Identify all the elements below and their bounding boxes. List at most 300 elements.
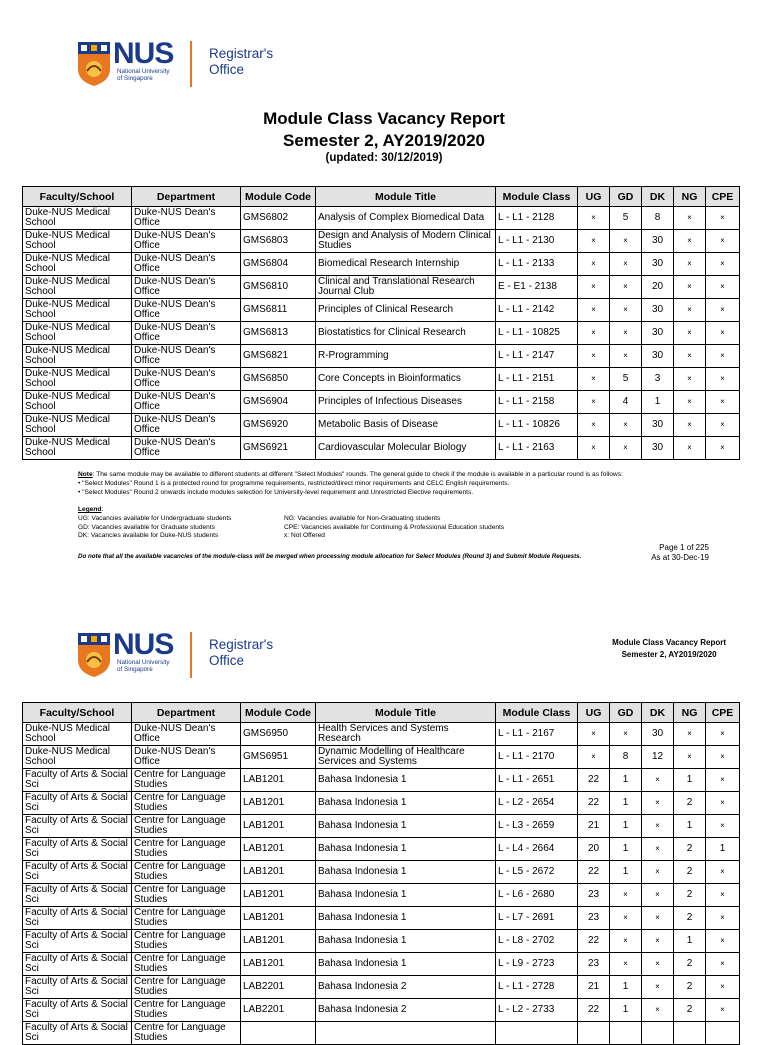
- cell-cpe: ×: [706, 999, 740, 1022]
- cell-gd: ×: [610, 299, 642, 322]
- cell-ug: ×: [578, 230, 610, 253]
- page-number: Page 1 of 225: [659, 543, 709, 552]
- cell-ug: 22: [578, 792, 610, 815]
- column-header-ng: NG: [674, 187, 706, 207]
- cell-module-class: L - L1 - 2163: [496, 437, 578, 460]
- cell-module-title: Bahasa Indonesia 1: [316, 907, 496, 930]
- cell-ug: 23: [578, 953, 610, 976]
- page-2-header: [612, 637, 726, 661]
- cell-gd: ×: [610, 322, 642, 345]
- note-line-2: • "Select Modules" Round 1 is a protected round for programme requirements, restricted/direct minor requirements and CELC English requirements.: [78, 479, 510, 487]
- cell-module-title: Bahasa Indonesia 1: [316, 815, 496, 838]
- cell-cpe: ×: [706, 815, 740, 838]
- cell-faculty: Duke-NUS Medical School: [23, 230, 132, 253]
- cell-ng: ×: [674, 253, 706, 276]
- cell-module-class: L - L1 - 2728: [496, 976, 578, 999]
- cell-dk: ×: [642, 930, 674, 953]
- cell-dk: ×: [642, 907, 674, 930]
- cell-cpe: [706, 1022, 740, 1045]
- column-header-department: Department: [132, 187, 241, 207]
- column-header-gd: GD: [610, 187, 642, 207]
- cell-ug: 21: [578, 976, 610, 999]
- cell-cpe: ×: [706, 930, 740, 953]
- column-header-cpe: CPE: [706, 187, 740, 207]
- cell-cpe: ×: [706, 345, 740, 368]
- cell-dk: ×: [642, 884, 674, 907]
- cell-ng: 2: [674, 884, 706, 907]
- nus-full-name: National University of Singapore: [117, 68, 170, 82]
- cell-gd: ×: [610, 253, 642, 276]
- cell-module-code: LAB1201: [241, 930, 316, 953]
- cell-module-class: L - L5 - 2672: [496, 861, 578, 884]
- column-header-dk: DK: [642, 187, 674, 207]
- page-footer: [651, 543, 709, 563]
- cell-module-code: LAB1201: [241, 884, 316, 907]
- cell-faculty: Faculty of Arts & Social Sci: [23, 930, 132, 953]
- legend-dk: DK: Vacancies available for Duke-NUS students: [78, 532, 219, 539]
- column-header-ng: NG: [674, 703, 706, 723]
- cell-module-title: Biomedical Research Internship: [316, 253, 496, 276]
- cell-ug: 22: [578, 861, 610, 884]
- cell-module-class: L - L9 - 2723: [496, 953, 578, 976]
- cell-module-title: Metabolic Basis of Disease: [316, 414, 496, 437]
- cell-faculty: Faculty of Arts & Social Sci: [23, 953, 132, 976]
- cell-module-title: Bahasa Indonesia 1: [316, 838, 496, 861]
- cell-gd: 1: [610, 976, 642, 999]
- cell-module-code: GMS6810: [241, 276, 316, 299]
- cell-ug: ×: [578, 322, 610, 345]
- cell-department: Duke-NUS Dean's Office: [132, 368, 241, 391]
- cell-faculty: Faculty of Arts & Social Sci: [23, 976, 132, 999]
- cell-cpe: ×: [706, 723, 740, 746]
- cell-module-code: GMS6920: [241, 414, 316, 437]
- cell-module-code: GMS6904: [241, 391, 316, 414]
- cell-faculty: Duke-NUS Medical School: [23, 368, 132, 391]
- cell-module-title: Bahasa Indonesia 1: [316, 861, 496, 884]
- cell-dk: 30: [642, 345, 674, 368]
- cell-faculty: Faculty of Arts & Social Sci: [23, 815, 132, 838]
- table-row: [23, 322, 740, 345]
- cell-module-title: Core Concepts in Bioinformatics: [316, 368, 496, 391]
- cell-module-title: Cardiovascular Molecular Biology: [316, 437, 496, 460]
- column-header-module-code: Module Code: [241, 703, 316, 723]
- page-2-title: Module Class Vacancy Report: [612, 638, 726, 647]
- cell-department: Centre for Language Studies: [132, 976, 241, 999]
- cell-ng: ×: [674, 723, 706, 746]
- cell-module-class: L - L1 - 2151: [496, 368, 578, 391]
- cell-ug: 20: [578, 838, 610, 861]
- cell-cpe: ×: [706, 299, 740, 322]
- cell-module-title: Clinical and Translational Research Journal Club: [316, 276, 496, 299]
- cell-ug: ×: [578, 276, 610, 299]
- cell-dk: ×: [642, 953, 674, 976]
- logo-divider: [190, 41, 192, 87]
- cell-module-code: LAB1201: [241, 769, 316, 792]
- registrar-office-label: Registrar's Office: [209, 637, 274, 668]
- cell-module-class: L - L6 - 2680: [496, 884, 578, 907]
- cell-module-title: Principles of Clinical Research: [316, 299, 496, 322]
- table-row: [23, 815, 740, 838]
- page-2-semester: Semester 2, AY2019/2020: [621, 650, 717, 659]
- cell-ng: 2: [674, 953, 706, 976]
- as-at-date: As at 30-Dec-19: [651, 553, 709, 562]
- nus-wordmark: NUS: [113, 628, 174, 661]
- cell-ng: ×: [674, 391, 706, 414]
- cell-faculty: Duke-NUS Medical School: [23, 345, 132, 368]
- column-header-dk: DK: [642, 703, 674, 723]
- cell-cpe: ×: [706, 884, 740, 907]
- cell-module-title: Analysis of Complex Biomedical Data: [316, 207, 496, 230]
- cell-module-class: L - L1 - 2651: [496, 769, 578, 792]
- cell-ug: 22: [578, 930, 610, 953]
- cell-cpe: ×: [706, 907, 740, 930]
- cell-module-title: Dynamic Modelling of Healthcare Services and Systems: [316, 746, 496, 769]
- cell-department: Centre for Language Studies: [132, 953, 241, 976]
- legend-cpe: CPE: Vacancies available for Continuing & Professional Education students: [284, 523, 505, 531]
- cell-module-code: GMS6950: [241, 723, 316, 746]
- cell-cpe: ×: [706, 976, 740, 999]
- legend-x: x: Not Offered: [284, 532, 325, 539]
- column-header-cpe: CPE: [706, 703, 740, 723]
- table-row: [23, 792, 740, 815]
- cell-faculty: Faculty of Arts & Social Sci: [23, 838, 132, 861]
- cell-gd: ×: [610, 884, 642, 907]
- cell-dk: 30: [642, 322, 674, 345]
- cell-department: Duke-NUS Dean's Office: [132, 276, 241, 299]
- cell-module-title: [316, 1022, 496, 1045]
- column-header-module-code: Module Code: [241, 187, 316, 207]
- cell-module-title: Bahasa Indonesia 1: [316, 884, 496, 907]
- cell-dk: ×: [642, 861, 674, 884]
- cell-module-code: LAB2201: [241, 976, 316, 999]
- cell-cpe: ×: [706, 861, 740, 884]
- cell-module-code: GMS6803: [241, 230, 316, 253]
- cell-faculty: Faculty of Arts & Social Sci: [23, 1022, 132, 1045]
- cell-ng: 1: [674, 769, 706, 792]
- cell-gd: ×: [610, 230, 642, 253]
- nus-logo-page-2: [77, 630, 282, 682]
- cell-faculty: Faculty of Arts & Social Sci: [23, 769, 132, 792]
- cell-ug: 21: [578, 815, 610, 838]
- table-row: [23, 746, 740, 769]
- table-row: [23, 907, 740, 930]
- legend-ug: UG: Vacancies available for Undergraduate students: [78, 515, 232, 522]
- legend-left: [78, 515, 231, 541]
- cell-gd: ×: [610, 930, 642, 953]
- table-row: [23, 976, 740, 999]
- nus-wordmark: NUS: [113, 37, 174, 70]
- cell-department: Centre for Language Studies: [132, 861, 241, 884]
- cell-gd: 1: [610, 999, 642, 1022]
- table-row: [23, 230, 740, 253]
- cell-dk: ×: [642, 792, 674, 815]
- cell-gd: 1: [610, 769, 642, 792]
- cell-cpe: ×: [706, 368, 740, 391]
- cell-cpe: ×: [706, 230, 740, 253]
- nus-crest-icon: [77, 632, 111, 678]
- cell-module-class: L - L1 - 2170: [496, 746, 578, 769]
- cell-gd: ×: [610, 723, 642, 746]
- cell-department: Centre for Language Studies: [132, 838, 241, 861]
- column-header-module-title: Module Title: [316, 703, 496, 723]
- cell-department: Centre for Language Studies: [132, 884, 241, 907]
- cell-ng: 1: [674, 930, 706, 953]
- cell-gd: 1: [610, 838, 642, 861]
- table-row: [23, 368, 740, 391]
- cell-module-title: Bahasa Indonesia 1: [316, 769, 496, 792]
- column-header-gd: GD: [610, 703, 642, 723]
- cell-department: Duke-NUS Dean's Office: [132, 437, 241, 460]
- cell-cpe: ×: [706, 769, 740, 792]
- cell-faculty: Faculty of Arts & Social Sci: [23, 999, 132, 1022]
- cell-faculty: Duke-NUS Medical School: [23, 207, 132, 230]
- column-header-module-title: Module Title: [316, 187, 496, 207]
- cell-ug: ×: [578, 414, 610, 437]
- cell-module-title: Health Services and Systems Research: [316, 723, 496, 746]
- cell-ug: [578, 1022, 610, 1045]
- cell-faculty: Duke-NUS Medical School: [23, 746, 132, 769]
- cell-module-class: L - L1 - 2158: [496, 391, 578, 414]
- registrar-office-label: Registrar's Office: [209, 46, 274, 77]
- table-row: [23, 391, 740, 414]
- cell-module-code: GMS6850: [241, 368, 316, 391]
- cell-module-class: L - L1 - 2147: [496, 345, 578, 368]
- cell-ng: 2: [674, 861, 706, 884]
- cell-ug: 23: [578, 907, 610, 930]
- report-updated: (updated: 30/12/2019): [325, 152, 443, 164]
- cell-module-code: GMS6802: [241, 207, 316, 230]
- cell-department: Duke-NUS Dean's Office: [132, 253, 241, 276]
- cell-module-class: [496, 1022, 578, 1045]
- cell-ug: 22: [578, 999, 610, 1022]
- table-row: [23, 253, 740, 276]
- cell-gd: [610, 1022, 642, 1045]
- cell-ug: ×: [578, 723, 610, 746]
- cell-faculty: Duke-NUS Medical School: [23, 391, 132, 414]
- legend-label: Legend:: [78, 506, 104, 513]
- cell-faculty: Duke-NUS Medical School: [23, 322, 132, 345]
- cell-module-code: LAB2201: [241, 999, 316, 1022]
- cell-ng: ×: [674, 276, 706, 299]
- cell-module-class: L - L8 - 2702: [496, 930, 578, 953]
- cell-ug: ×: [578, 207, 610, 230]
- cell-module-code: GMS6813: [241, 322, 316, 345]
- cell-dk: 30: [642, 230, 674, 253]
- cell-module-title: Bahasa Indonesia 1: [316, 792, 496, 815]
- column-header-ug: UG: [578, 703, 610, 723]
- table-row: [23, 207, 740, 230]
- cell-gd: 4: [610, 391, 642, 414]
- cell-ng: 2: [674, 792, 706, 815]
- cell-module-class: L - L2 - 2654: [496, 792, 578, 815]
- cell-module-class: L - L1 - 2142: [496, 299, 578, 322]
- cell-department: Duke-NUS Dean's Office: [132, 391, 241, 414]
- cell-cpe: ×: [706, 253, 740, 276]
- table-row: [23, 1022, 740, 1045]
- cell-department: Duke-NUS Dean's Office: [132, 746, 241, 769]
- cell-module-code: [241, 1022, 316, 1045]
- legend-ng: NG: Vacancies available for Non-Graduating students: [284, 515, 441, 522]
- cell-ug: ×: [578, 368, 610, 391]
- cell-gd: 5: [610, 207, 642, 230]
- cell-department: Centre for Language Studies: [132, 1022, 241, 1045]
- cell-module-code: GMS6921: [241, 437, 316, 460]
- cell-department: Duke-NUS Dean's Office: [132, 723, 241, 746]
- column-header-module-class: Module Class: [496, 187, 578, 207]
- cell-cpe: ×: [706, 953, 740, 976]
- cell-ug: ×: [578, 253, 610, 276]
- note-block: [78, 471, 738, 497]
- cell-cpe: ×: [706, 207, 740, 230]
- cell-cpe: ×: [706, 746, 740, 769]
- cell-ug: ×: [578, 746, 610, 769]
- cell-module-title: Bahasa Indonesia 1: [316, 930, 496, 953]
- cell-module-class: L - L1 - 2128: [496, 207, 578, 230]
- cell-dk: ×: [642, 815, 674, 838]
- cell-ng: [674, 1022, 706, 1045]
- column-header-faculty: Faculty/School: [23, 703, 132, 723]
- cell-department: Centre for Language Studies: [132, 907, 241, 930]
- cell-dk: ×: [642, 769, 674, 792]
- cell-module-code: GMS6804: [241, 253, 316, 276]
- nus-logo: [77, 39, 282, 91]
- table-row: [23, 861, 740, 884]
- cell-cpe: ×: [706, 414, 740, 437]
- cell-dk: 12: [642, 746, 674, 769]
- cell-module-title: Bahasa Indonesia 2: [316, 999, 496, 1022]
- cell-department: Duke-NUS Dean's Office: [132, 345, 241, 368]
- cell-gd: 1: [610, 861, 642, 884]
- cell-department: Centre for Language Studies: [132, 792, 241, 815]
- table-row: [23, 276, 740, 299]
- cell-cpe: 1: [706, 838, 740, 861]
- cell-cpe: ×: [706, 322, 740, 345]
- cell-module-title: Bahasa Indonesia 2: [316, 976, 496, 999]
- cell-department: Duke-NUS Dean's Office: [132, 207, 241, 230]
- cell-ug: ×: [578, 391, 610, 414]
- cell-department: Duke-NUS Dean's Office: [132, 230, 241, 253]
- cell-ng: ×: [674, 368, 706, 391]
- cell-dk: ×: [642, 999, 674, 1022]
- cell-gd: 1: [610, 815, 642, 838]
- column-header-module-class: Module Class: [496, 703, 578, 723]
- cell-module-class: L - L1 - 10825: [496, 322, 578, 345]
- cell-ug: ×: [578, 437, 610, 460]
- cell-module-code: GMS6821: [241, 345, 316, 368]
- cell-module-title: Design and Analysis of Modern Clinical Studies: [316, 230, 496, 253]
- column-header-ug: UG: [578, 187, 610, 207]
- column-header-faculty: Faculty/School: [23, 187, 132, 207]
- cell-dk: [642, 1022, 674, 1045]
- cell-module-code: LAB1201: [241, 792, 316, 815]
- cell-module-class: L - L1 - 2130: [496, 230, 578, 253]
- note-label: Note: [78, 471, 93, 478]
- cell-ug: ×: [578, 299, 610, 322]
- table-row: [23, 345, 740, 368]
- cell-ng: ×: [674, 299, 706, 322]
- cell-faculty: Faculty of Arts & Social Sci: [23, 884, 132, 907]
- cell-ng: 1: [674, 815, 706, 838]
- cell-department: Centre for Language Studies: [132, 999, 241, 1022]
- table-row: [23, 953, 740, 976]
- cell-ng: 2: [674, 907, 706, 930]
- cell-module-code: LAB1201: [241, 838, 316, 861]
- cell-faculty: Duke-NUS Medical School: [23, 723, 132, 746]
- table-row: [23, 838, 740, 861]
- cell-ng: ×: [674, 207, 706, 230]
- table-row: [23, 723, 740, 746]
- cell-module-code: LAB1201: [241, 861, 316, 884]
- column-header-department: Department: [132, 703, 241, 723]
- cell-dk: 30: [642, 437, 674, 460]
- cell-dk: 30: [642, 253, 674, 276]
- cell-dk: 8: [642, 207, 674, 230]
- cell-dk: 30: [642, 299, 674, 322]
- cell-module-code: GMS6951: [241, 746, 316, 769]
- cell-cpe: ×: [706, 437, 740, 460]
- cell-department: Duke-NUS Dean's Office: [132, 299, 241, 322]
- cell-module-class: L - L4 - 2664: [496, 838, 578, 861]
- cell-module-title: Bahasa Indonesia 1: [316, 953, 496, 976]
- table-row: [23, 930, 740, 953]
- cell-module-class: L - L1 - 2167: [496, 723, 578, 746]
- table-row: [23, 414, 740, 437]
- cell-module-title: R-Programming: [316, 345, 496, 368]
- cell-gd: ×: [610, 437, 642, 460]
- cell-cpe: ×: [706, 276, 740, 299]
- vacancy-table-page-1: [22, 186, 740, 460]
- cell-dk: ×: [642, 838, 674, 861]
- cell-dk: 1: [642, 391, 674, 414]
- cell-ug: 23: [578, 884, 610, 907]
- nus-crest-icon: [77, 41, 111, 87]
- table-row: [23, 999, 740, 1022]
- cell-module-code: LAB1201: [241, 953, 316, 976]
- cell-module-class: L - L2 - 2733: [496, 999, 578, 1022]
- cell-gd: ×: [610, 953, 642, 976]
- cell-faculty: Duke-NUS Medical School: [23, 414, 132, 437]
- cell-department: Duke-NUS Dean's Office: [132, 322, 241, 345]
- cell-module-code: LAB1201: [241, 815, 316, 838]
- cell-gd: ×: [610, 276, 642, 299]
- cell-ng: ×: [674, 414, 706, 437]
- cell-ng: 2: [674, 999, 706, 1022]
- table-header-row: [23, 703, 740, 723]
- cell-department: Duke-NUS Dean's Office: [132, 414, 241, 437]
- cell-module-class: L - L1 - 10826: [496, 414, 578, 437]
- cell-faculty: Duke-NUS Medical School: [23, 276, 132, 299]
- cell-dk: 30: [642, 723, 674, 746]
- cell-dk: 20: [642, 276, 674, 299]
- cell-dk: 3: [642, 368, 674, 391]
- cell-gd: ×: [610, 414, 642, 437]
- cell-module-class: L - L1 - 2133: [496, 253, 578, 276]
- table-row: [23, 299, 740, 322]
- note-line-1: : The same module may be available to different students at different "Select Modules" rounds. The general guide to check if the module is available in a particular round is as follows:: [92, 471, 623, 478]
- cell-gd: 1: [610, 792, 642, 815]
- cell-gd: ×: [610, 345, 642, 368]
- cell-ng: ×: [674, 746, 706, 769]
- nus-full-name: National University of Singapore: [117, 659, 170, 673]
- table-row: [23, 884, 740, 907]
- cell-ng: ×: [674, 437, 706, 460]
- cell-ng: 2: [674, 976, 706, 999]
- table-row: [23, 437, 740, 460]
- report-title: Module Class Vacancy Report: [263, 109, 505, 128]
- cell-module-class: E - E1 - 2138: [496, 276, 578, 299]
- table-header-row: [23, 187, 740, 207]
- cell-cpe: ×: [706, 391, 740, 414]
